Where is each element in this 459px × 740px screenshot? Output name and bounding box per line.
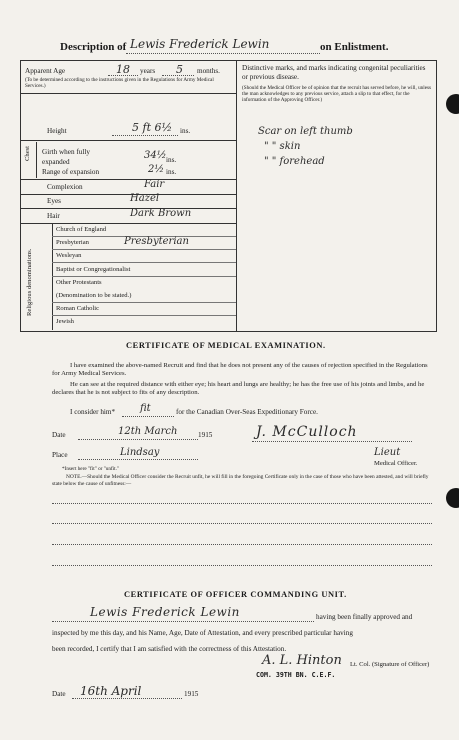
age-label: Apparent Age: [25, 67, 66, 75]
place-label: Place: [52, 451, 68, 459]
commanding-date-line: [72, 698, 182, 699]
girth-value: 34½: [144, 150, 167, 161]
commanding-stamp: COM. 39TH BN. C.E.F.: [256, 671, 336, 679]
age-years: 18: [116, 63, 130, 76]
commanding-name-line: [52, 621, 314, 622]
consider-prefix: I consider him*: [70, 408, 116, 416]
title-prefix: Description of: [60, 41, 127, 53]
punch-hole-bottom: [446, 488, 459, 508]
age-months-line: [162, 75, 194, 76]
medical-rank: Lieut: [374, 447, 401, 458]
marks-note: (Should the Medical Officer be of opinion that the recruit has served before, he will, unless the man acknowledges to any previous service, attach a slip to that effect, for the information of the Approving Officer.): [242, 85, 432, 103]
religion-label: Church of England: [56, 226, 107, 233]
girth-unit: ins.: [166, 156, 177, 164]
medical-date-label: Date: [52, 431, 66, 439]
unfit-line-1: [52, 503, 432, 504]
medical-date-value: 12th March: [118, 426, 178, 437]
commanding-text3: been recorded, I certify that I am satisfied with the correctness of this Attestation.: [52, 645, 287, 653]
hair-label: Hair: [47, 212, 60, 220]
medical-title: CERTIFICATE OF MEDICAL EXAMINATION.: [126, 341, 326, 350]
unfit-line-3: [52, 544, 432, 545]
box-top: [20, 60, 437, 61]
religion-label: Baptist or Congregationalist: [56, 265, 131, 273]
religion-rule: [52, 249, 236, 250]
expansion-label: Range of expansion: [42, 168, 100, 176]
medical-para2: He can see at the required distance with either eye; his heart and lungs are healthy; he has the free use of his joints and limbs, and he declares that he is not subject to fits of any description.: [52, 381, 425, 397]
commanding-text1: having been finally approved and: [316, 613, 413, 621]
complexion-value: Fair: [144, 179, 165, 190]
religion-side-label: Religious denominations.: [26, 248, 33, 316]
height-line: [112, 135, 178, 136]
age-note: (To be determined according to the instructions given in the Regulations for Army Medical Services.): [25, 77, 214, 89]
religion-rule: [52, 276, 236, 277]
religion-label: Roman Catholic: [56, 305, 100, 313]
religion-label: Jewish: [56, 318, 74, 326]
consider-value: fit: [140, 403, 151, 414]
religion-rule: [52, 302, 236, 303]
expansion-unit: ins.: [166, 168, 177, 176]
mark-2: " " skin: [264, 141, 301, 152]
medical-note: NOTE.—Should the Medical Officer consider the Recruit unfit, he will fill in the foregoing Certificate only in the case of those who have been attested, and will briefly state below the cause of unfitness:—: [52, 474, 429, 487]
medical-signature: J. McCulloch: [256, 424, 358, 440]
commanding-signature-suffix: Lt. Col. (Signature of Officer): [350, 661, 430, 668]
age-years-line: [108, 75, 138, 76]
signature-line: [252, 441, 412, 442]
eyes-rule: [20, 208, 236, 209]
chest-label: Chest: [24, 145, 31, 161]
months-label: months.: [197, 67, 220, 75]
years-label: years: [140, 67, 156, 75]
religion-bracket: [52, 224, 53, 330]
place-line: [78, 459, 198, 460]
punch-hole-top: [446, 94, 459, 114]
place-value: Lindsay: [120, 447, 160, 458]
age-rule: [20, 93, 236, 94]
hair-value: Dark Brown: [130, 208, 192, 219]
chest-bracket: [36, 142, 37, 178]
complexion-rule: [20, 194, 236, 195]
height-rule: [20, 140, 236, 141]
unfit-line-2: [52, 523, 432, 524]
box-right: [436, 60, 437, 332]
box-bottom: [20, 331, 437, 332]
commanding-date-value: 16th April: [80, 684, 142, 698]
box-left: [20, 60, 21, 332]
medical-para1: I have examined the above-named Recruit and find that he does not present any of the causes of rejection specified in the Regulations for Army Medical Services.: [52, 362, 428, 378]
mark-3: " " forehead: [264, 156, 325, 167]
medical-date-line: [78, 439, 198, 440]
height-label: Height: [47, 127, 67, 135]
commanding-name: Lewis Frederick Lewin: [90, 605, 240, 619]
commanding-date-year: 1915: [184, 690, 199, 698]
religion-label: Other Protestants: [56, 278, 102, 286]
height-value: 5 ft 6½: [132, 121, 173, 134]
eyes-label: Eyes: [47, 197, 61, 205]
medical-date-year: 1915: [198, 431, 213, 439]
religion-value: Presbyterian: [124, 236, 189, 248]
commanding-date-label: Date: [52, 690, 66, 698]
expansion-value: 2½: [148, 164, 165, 175]
box-divider: [236, 60, 237, 332]
recruit-name: Lewis Frederick Lewin: [130, 37, 270, 51]
complexion-label: Complexion: [47, 183, 83, 191]
commanding-signature: A. L. Hinton: [262, 653, 342, 668]
medical-footnote: *Insert here "fit" or "unfit.": [62, 466, 120, 472]
religion-label: Wesleyan: [56, 252, 82, 260]
consider-line: [122, 416, 174, 417]
consider-suffix: for the Canadian Over-Seas Expeditionary Force.: [176, 408, 318, 416]
mark-1: Scar on left thumb: [258, 126, 353, 137]
name-underline: [126, 53, 320, 54]
commanding-title: CERTIFICATE OF OFFICER COMMANDING UNIT.: [124, 590, 347, 599]
eyes-value: Hazel: [130, 193, 160, 204]
medical-officer-label: Medical Officer.: [374, 460, 418, 467]
girth-label: Girth when fully expanded: [42, 148, 90, 166]
religion-rule: [52, 262, 236, 263]
religion-label: Presbyterian: [56, 239, 89, 247]
chest-rule: [20, 179, 236, 180]
commanding-text2: inspected by me this day, and his Name, Age, Date of Attestation, and every prescribed particular having: [52, 629, 353, 637]
title-suffix: on Enlistment.: [320, 41, 389, 53]
marks-heading: Distinctive marks, and marks indicating congenital peculiarities or previous disease.: [242, 64, 426, 81]
unfit-line-4: [52, 565, 432, 566]
religion-label: (Denomination to be stated.): [56, 292, 132, 299]
age-months: 5: [176, 63, 183, 76]
height-unit: ins.: [180, 127, 191, 135]
religion-rule: [52, 315, 236, 316]
